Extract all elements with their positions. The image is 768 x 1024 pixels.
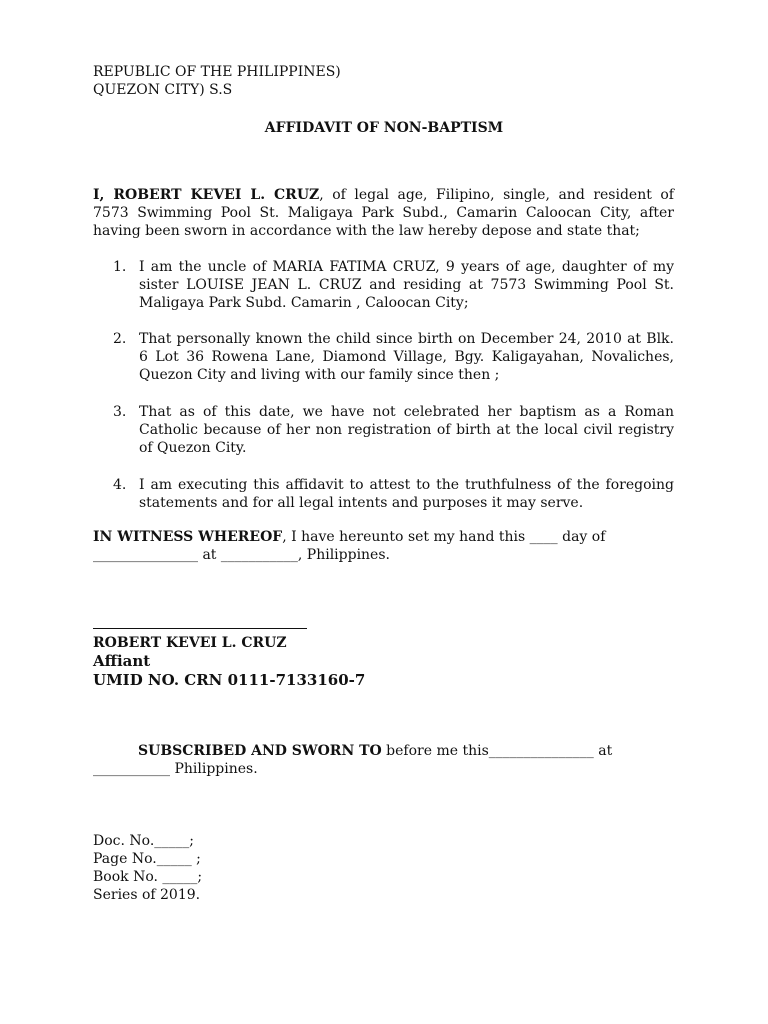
jurat-clause [93, 742, 612, 778]
affiant-id: UMID NO. CRN 0111-7133160-7 [93, 671, 366, 689]
item-line: Quezon City and living with our family since then ; [139, 367, 500, 383]
page-number: Page No._____ ; [93, 851, 201, 867]
item-number: 3. [113, 404, 127, 420]
jurat-line-2: ___________ Philippines. [93, 761, 258, 777]
item-number: 4. [113, 477, 127, 493]
item-line: That personally known the child since birth on December 24, 2010 at Blk. [139, 331, 674, 347]
witness-bold: IN WITNESS WHEREOF [93, 529, 283, 545]
jurat-line-1-rest: before me this_______________ at [381, 743, 613, 759]
item-number: 1. [113, 259, 127, 275]
venue-header [93, 63, 341, 99]
item-line: 6 Lot 36 Rowena Lane, Diamond Village, Bgy. Kaligayahan, Novaliches, [139, 349, 674, 365]
intro-line-3: having been sworn in accordance with the law hereby depose and state that; [93, 223, 640, 239]
header-line-1: REPUBLIC OF THE PHILIPPINES) [93, 64, 341, 80]
list-item [139, 258, 674, 312]
jurat-bold: SUBSCRIBED AND SWORN TO [138, 743, 382, 759]
list-item [139, 476, 674, 512]
series-year: Series of 2019. [93, 887, 201, 903]
intro-line-1-rest: , of legal age, Filipino, single, and resident of [319, 187, 674, 203]
affiant-block [93, 634, 365, 690]
affiant-name: ROBERT KEVEI L. CRUZ [93, 635, 287, 651]
item-line: of Quezon City. [139, 440, 247, 456]
list-item [139, 403, 674, 457]
intro-paragraph [93, 186, 674, 240]
witness-clause [93, 528, 605, 564]
intro-line-2: 7573 Swimming Pool St. Maligaya Park Subd., Camarin Caloocan City, after [93, 205, 674, 221]
intro-line-1 [93, 186, 674, 204]
notarial-details [93, 832, 202, 904]
item-line: Catholic because of her non registration of birth at the local civil registry [139, 422, 674, 438]
witness-line-2: _______________ at ___________, Philippines. [93, 547, 390, 563]
affiant-name-intro: I, ROBERT KEVEI L. CRUZ [93, 187, 320, 203]
witness-line-1 [93, 528, 605, 546]
list-item [139, 330, 674, 384]
book-number: Book No. _____; [93, 869, 203, 885]
item-line: That as of this date, we have not celebrated her baptism as a Roman [139, 404, 674, 420]
item-number: 2. [113, 331, 127, 347]
item-line: sister LOUISE JEAN L. CRUZ and residing at 7573 Swimming Pool St. [139, 277, 674, 293]
header-line-2: QUEZON CITY) S.S [93, 82, 233, 98]
item-line: statements and for all legal intents and purposes it may serve. [139, 495, 584, 511]
witness-line-1-rest: , I have hereunto set my hand this ____ day of [282, 529, 606, 545]
doc-number: Doc. No._____; [93, 833, 194, 849]
affiant-role: Affiant [93, 652, 151, 670]
item-line: Maligaya Park Subd. Camarin , Caloocan City; [139, 295, 469, 311]
item-line: I am the uncle of MARIA FATIMA CRUZ, 9 years of age, daughter of my [139, 259, 674, 275]
jurat-line-1 [93, 742, 612, 760]
signature-line [93, 628, 307, 629]
document-title: AFFIDAVIT OF NON-BAPTISM [264, 120, 504, 136]
item-line: I am executing this affidavit to attest to the truthfulness of the foregoing [139, 477, 674, 493]
